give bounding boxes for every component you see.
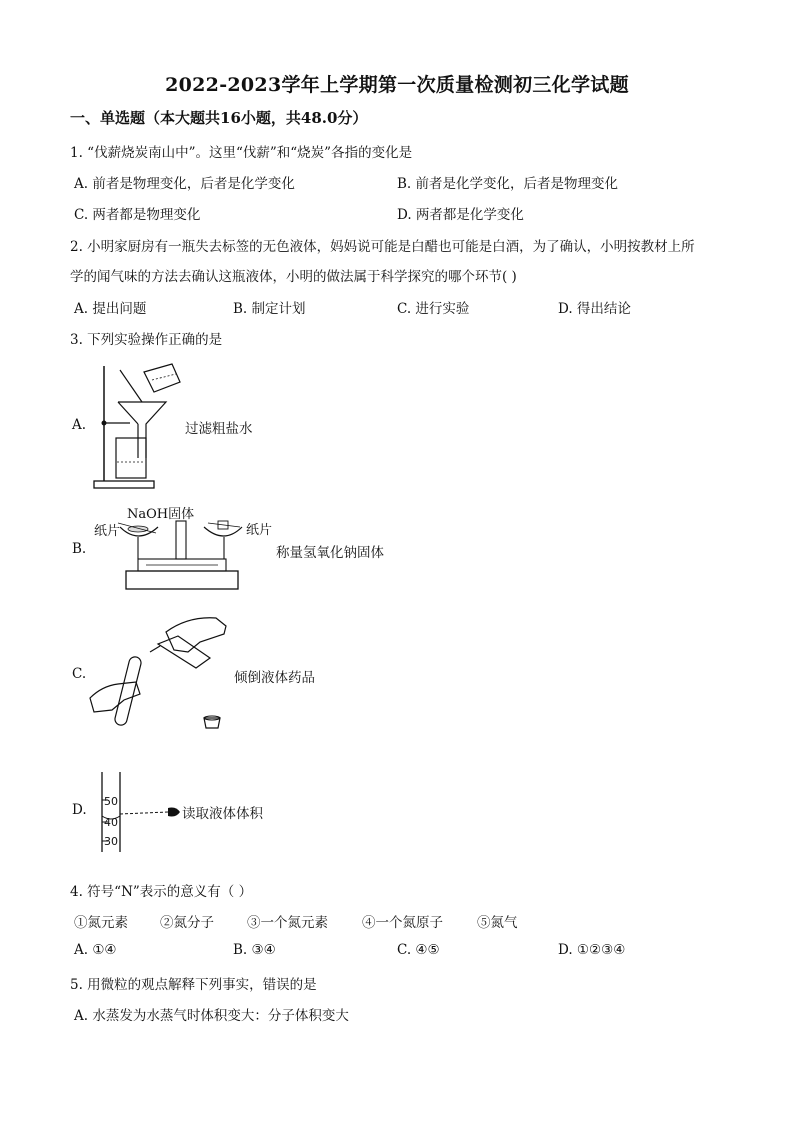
q1-option-d: D. 两者都是化学变化 <box>397 207 524 223</box>
q1-option-b: B. 前者是化学变化，后者是物理变化 <box>397 176 619 192</box>
q4-option-b: B. ③④ <box>233 942 276 958</box>
q5-option-a: A. 水蒸发为水蒸气时体积变大：分子体积变大 <box>74 1008 349 1024</box>
q1-option-c: C. 两者都是物理变化 <box>74 207 201 223</box>
q4-item-4: ④一个氮原子 <box>362 915 443 931</box>
q3-option-a-letter: A. <box>72 417 87 433</box>
q4-option-d: D. ①②③④ <box>558 942 626 958</box>
q4-item-5: ⑤氮气 <box>477 915 518 931</box>
tick-50: 50 <box>104 795 118 808</box>
page-title: 2022-2023学年上学期第一次质量检测初三化学试题 <box>165 74 629 96</box>
question-5-stem: 5. 用微粒的观点解释下列事实，错误的是 <box>70 977 317 993</box>
paper-label-right: 纸片 <box>246 523 273 538</box>
question-4-stem: 4. 符号“N”表示的意义有（ ） <box>70 884 253 900</box>
q3-option-c-letter: C. <box>72 666 87 682</box>
q3-option-d-caption: 读取液体体积 <box>182 806 263 822</box>
balance-illustration <box>116 515 246 595</box>
q2-option-d: D. 得出结论 <box>558 301 631 317</box>
naoh-label: NaOH固体 <box>127 507 195 522</box>
tick-30: 30 <box>104 835 118 848</box>
q4-item-2: ②氮分子 <box>160 915 214 931</box>
paper-label-left: 纸片 <box>94 524 121 539</box>
q3-option-d-letter: D. <box>72 802 87 818</box>
q3-option-a-caption: 过滤粗盐水 <box>185 421 253 437</box>
q3-option-b-caption: 称量氢氧化钠固体 <box>276 545 384 561</box>
q4-option-a: A. ①④ <box>74 942 117 958</box>
q2-option-b: B. 制定计划 <box>233 301 306 317</box>
question-3-stem: 3. 下列实验操作正确的是 <box>70 332 223 348</box>
q3-option-b-letter: B. <box>72 541 87 557</box>
pouring-illustration <box>88 612 233 737</box>
question-2-stem-line2: 学的闻气味的方法去确认这瓶液体，小明的做法属于科学探究的哪个环节( ) <box>70 269 517 285</box>
q1-option-a: A. 前者是物理变化，后者是化学变化 <box>74 176 295 192</box>
q2-option-c: C. 进行实验 <box>397 301 470 317</box>
tick-40: 40 <box>104 816 118 829</box>
q2-option-a: A. 提出问题 <box>74 301 147 317</box>
section-heading: 一、单选题（本大题共16小题，共48.0分） <box>70 109 368 127</box>
q4-item-3: ③一个氮元素 <box>247 915 328 931</box>
q3-option-c-caption: 倾倒液体药品 <box>234 670 315 686</box>
q4-item-1: ①氮元素 <box>74 915 128 931</box>
q4-option-c: C. ④⑤ <box>397 942 440 958</box>
question-2-stem-line1: 2. 小明家厨房有一瓶失去标签的无色液体，妈妈说可能是白醋也可能是白酒，为了确认，小明按教材上所 <box>70 239 695 255</box>
question-1-stem: 1. “伐薪烧炭南山中”。这里“伐薪”和“烧炭”各指的变化是 <box>70 145 413 161</box>
filtration-illustration <box>92 362 182 492</box>
